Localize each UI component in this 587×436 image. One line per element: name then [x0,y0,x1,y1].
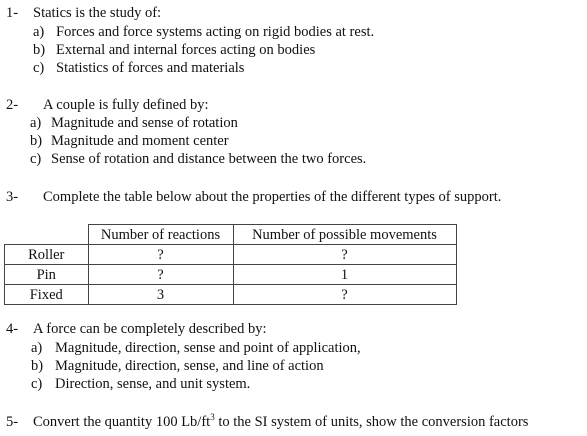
question-1-text: Statics is the study of: [33,5,162,21]
question-2-option-a-text: Magnitude and sense of rotation [51,115,238,131]
question-4-option-a-text: Magnitude, direction, sense and point of application, [55,340,361,356]
table-cell-movements: ? [233,285,456,305]
question-1-option-c-text: Statistics of forces and materials [56,60,245,76]
question-4-option-b-letter: b) [31,358,44,374]
question-4-option-a-letter: a) [31,340,43,356]
question-1-option-b-text: External and internal forces acting on bodies [56,42,316,58]
question-2-text: A couple is fully defined by: [43,97,209,113]
question-4-option-b-text: Magnitude, direction, sense, and line of action [55,358,324,374]
question-1-option-a-text: Forces and force systems acting on rigid bodies at rest. [56,24,375,40]
table-cell-movements: ? [233,245,456,265]
table-row [5,285,457,305]
question-4-number: 4- [6,321,19,337]
table-header-row [5,225,457,245]
table-cell-reactions: ? [88,245,233,265]
question-1-number: 1- [6,5,19,21]
question-2-option-a-letter: a) [30,115,42,131]
question-5-number: 5- [6,414,19,430]
table-cell-reactions: ? [88,265,233,285]
table-cell-support-type: Roller [5,245,89,265]
question-4-text: A force can be completely described by: [33,321,267,337]
question-3-text: Complete the table below about the properties of the different types of support. [43,189,502,205]
question-5-text-after: to the SI system of units, show the conversion factors [214,414,529,430]
question-5-superscript: 3 [210,412,215,423]
question-4-option-c-text: Direction, sense, and unit system. [55,376,251,392]
table-cell-movements: 1 [233,265,456,285]
question-2-option-b-text: Magnitude and moment center [51,133,229,149]
table-row [5,265,457,285]
table-header-empty [5,225,89,245]
question-3-number: 3- [6,189,19,205]
table-header-reactions: Number of reactions [88,225,233,245]
question-5-text [33,413,528,431]
table-header-movements: Number of possible movements [233,225,456,245]
table-cell-support-type: Fixed [5,285,89,305]
question-2-option-c-text: Sense of rotation and distance between the two forces. [51,151,367,167]
question-2-option-b-letter: b) [30,133,43,149]
question-2-number: 2- [6,97,19,113]
table-cell-reactions: 3 [88,285,233,305]
question-1-option-c-letter: c) [33,60,45,76]
table-cell-support-type: Pin [5,265,89,285]
question-1-option-b-letter: b) [33,42,46,58]
support-properties-table [4,224,457,305]
question-5-text-before: Convert the quantity 100 Lb/ft [33,414,211,430]
table-row [5,245,457,265]
question-4-option-c-letter: c) [31,376,43,392]
question-1-option-a-letter: a) [33,24,45,40]
question-2-option-c-letter: c) [30,151,42,167]
